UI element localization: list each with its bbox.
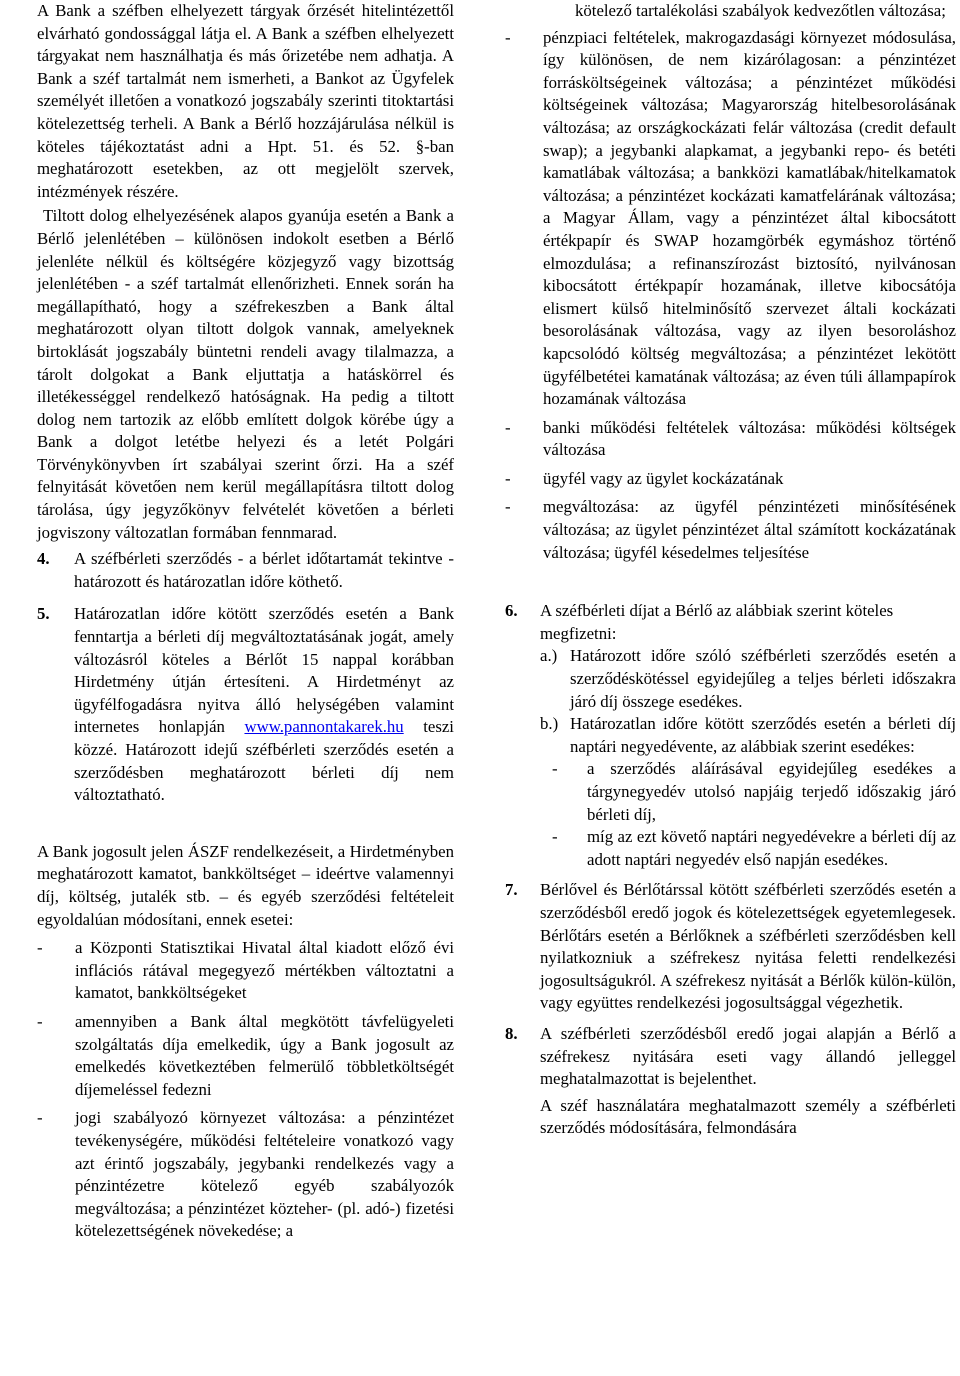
list-item xyxy=(37,1107,454,1243)
sub-sub-text: míg az ezt követő naptári negyedévekre a bérleti díj az adott naptári negyedév első napján esedékes. xyxy=(587,827,956,869)
list-item xyxy=(37,1011,454,1101)
item-body xyxy=(540,1023,956,1140)
dash-marker: - xyxy=(37,1011,43,1031)
bullet-text: ügyfél vagy az ügylet kockázatának xyxy=(543,468,784,488)
bullet-text: banki működési feltételek változása: működési költségek változása xyxy=(543,417,956,460)
dash-marker: - xyxy=(552,827,558,847)
list-item-5 xyxy=(37,603,454,806)
paragraph-safe-custody: A Bank a széfben elhelyezett tárgyak őrzését hitelintézettől elvárható gondossággal látja el. A Bank a széfben elhelyezett tárgyakat nem használhatja és más őrizetébe nem adhatja. A Bank a széf tartalmát nem ismerheti, a Bankot az Ügyfelek személyét illetően a vonatkozó jogszabály szerinti titoktartási kötelezettség terheli. A Bank a Bérlő hozzájárulása nélkül is köteles tájékoztatást adni a Hpt. 51. és 52. §-ban meghatározott esetekben, az ott megjelölt szervek, intézmények részére. xyxy=(37,1,454,201)
item-text-continued: A széf használatára meghatalmazott személy a széfbérleti szerződés módosítására, felmondására xyxy=(540,1095,956,1138)
sub-label: a.) xyxy=(540,646,558,666)
paragraph-prohibited-items: Tiltott dolog elhelyezésének alapos gyanúja esetén a Bank a Bérlő jelenlétében – különösen indokolt esetben a Bérlő jelenléte nélkül és költségére közjegyző vagy bizottság jelenlétében - a széf tartalmát ellenőrizheti. Ennek során ha megállapítható, hogy a széfrekeszben a Bank által meghatározott olyan tiltott dolgok vannak, amelyeknek birtoklását jogszabály büntetni rendeli avagy tilalmazza, a tárolt dolgokat a Bank eljuttatja a hatáskörrel és illetékességgel rendelkező hatóságnak. Ha pedig a tiltott dolog nem tartozik az előbb említett dolgok körébe úgy a Bank a dolgot letétbe helyezi és a letét Polgári Törvénykönyvben írt szabályai szerint őrzi. Ha a széf felnyitását követően nem kerül megállapításra tiltott dolog tárolása, úgy jegyzőkönyv felvételét követően a bérleti jogviszony változatlan formában fennmarad. xyxy=(37,206,454,542)
list-item-7 xyxy=(505,879,956,1015)
item-text: A széfbérleti szerződésből eredő jogai alapján a Bérlő a széfrekesz nyitására eseti vagy állandó jelleggel meghatalmazottat is bejelenthet. xyxy=(540,1023,956,1089)
list-item xyxy=(505,417,956,462)
item-text-part: Határozatlan időre kötött szerződés esetén a Bank fenntartja a bérleti díj megváltoztatásának jogát, amely változásról köteles a Bérlőt 15 nappal korábban Hirdetmény útján értesíteni. A Hirdetményt az ügyfélfogadásra nyitva álló helységében valamint internetes honlapján xyxy=(74,604,454,737)
sub-text: Határozott időre szóló széfbérleti szerződés esetén a szerződéskötéssel egyidejűleg a teljes bérleti időszakra járó díj összege esedékes. xyxy=(570,646,956,711)
sub-item-b xyxy=(540,713,956,871)
bullet-text: megváltozása: az ügyfél pénzintézeti minősítésének változása; az ügylet pénzintézet által számított kockázatának változása; ügyfél késedelmes teljesítése xyxy=(543,497,956,562)
item-number: 8. xyxy=(505,1023,518,1043)
dash-marker: - xyxy=(552,759,558,779)
dash-marker: - xyxy=(505,468,511,488)
bullet-text: a Központi Statisztikai Hivatal által kiadott előző évi inflációs rátával megegyező mértékben változtatni a kamatot, bankköltségeket xyxy=(75,938,454,1003)
list-item xyxy=(37,937,454,1005)
list-item xyxy=(505,468,956,491)
paragraph-modification: A Bank jogosult jelen ÁSZF rendelkezéseit, a Hirdetményben meghatározott kamatot, bankköltséget – ideértve valamennyi díj, költség, jutalék stb. – és egyéb szerződési feltételeit egyoldalúan módosítani, ennek esetei: xyxy=(37,841,454,929)
item-text-part: teszi közzé. Határozott idejű széfbérleti szerződés esetén a szerződésben meghatározott bérleti díj nem változtatható. xyxy=(74,717,454,805)
bullet-text: pénzpiaci feltételek, makrogazdasági környezet módosulása, így különösen, de nem kizárólagosan: a pénzintézet forrásköltségeinek változása; a pénzintézet működési költségeinek változása; Magyarország hitelbesorolásának változása; az országkockázati felár változása (credit default swap); a jegybanki alapkamat, a jegybanki repo- és betéti kamatlábak változása; a bankközi kamatlábak/hitelkamatok változása; a pénzintézet kockázati kamatfelárának változása; a Magyar Állam, vagy a pénzintézet által kibocsátott értékpapír és SWAP hozamgörbék egymáshoz történő elmozdulása; a refinanszírozást biztosító, nyilvánosan kibocsátott értékpapír hozamának, illetve kibocsátója elismert külső hitelminősítő szervezet általi kockázati besorolásának változása, vagy az ilyen besoroláshoz kapcsolódó költség megváltozása; a pénzintézet lekötött ügyfélbetétei kamatának változása; az éven túli állampapírok hozamának változása xyxy=(543,27,956,409)
dash-marker: - xyxy=(37,1108,43,1128)
item-number: 6. xyxy=(505,601,518,621)
item-text xyxy=(74,603,454,806)
list-item-6 xyxy=(505,600,956,871)
bullet-text: amennyiben a Bank által megkötött távfelügyeleti szolgáltatás díja emelkedik, úgy a Bank jogosult az emelkedés következtében felmerülő többletköltségét díjemeléssel fedezni xyxy=(75,1011,454,1099)
item-text: A széfbérleti díjat a Bérlő az alábbiak szerint köteles megfizetni: xyxy=(540,601,894,643)
sub-body xyxy=(552,713,956,871)
sub-sub-item xyxy=(552,826,956,871)
right-column xyxy=(505,0,956,1140)
item-number: 7. xyxy=(505,880,518,900)
sub-label: b.) xyxy=(540,714,559,734)
item-number: 5. xyxy=(37,604,50,624)
dash-marker: - xyxy=(505,27,511,47)
continued-text: kötelező tartalékolási szabályok kedvezőtlen változása; xyxy=(575,1,946,20)
sub-item-a xyxy=(540,645,956,713)
left-column xyxy=(37,0,454,1243)
list-item xyxy=(505,496,956,564)
item-text: Bérlővel és Bérlőtárssal kötött széfbérleti szerződés esetén a szerződésből eredő jogok és kötelezettségek egyetemlegesek. Bérlőtárs esetén a Bérlőknek a széfbérleti szerződésben kell nyilatkozniuk a széfrekesz nyitása feletti rendelkezési jogosultságukról. A széfrekesz nyitását a Bérlők külön-külön, vagy együttes rendelkezési jogosultsággal végezhetik. xyxy=(540,880,956,1013)
list-item xyxy=(505,27,956,411)
dash-marker: - xyxy=(505,417,511,437)
sub-sub-text: a szerződés aláírásával egyidejűleg esedékes a tárgynegyedév utolsó napjáig terjedő időszakig járó bérleti díj, xyxy=(587,759,956,824)
item-number: 4. xyxy=(37,549,50,569)
sub-text: Határozatlan időre kötött szerződés esetén a bérleti díj naptári negyedévente, az alábbiak szerint esedékes: xyxy=(570,714,956,756)
item-body xyxy=(540,600,956,871)
list-item-8 xyxy=(505,1023,956,1140)
website-link[interactable]: www.pannontakarek.hu xyxy=(244,717,404,737)
bullet-text: jogi szabályozó környezet változása: a pénzintézet tevékenységére, működési feltételeire vonatkozó vagy azt érintő jogszabály, jegybanki rendelkezés vagy a pénzintézetre kötelező egyéb szabályozók megváltozása; a pénzintézet közteher- (pl. adó-) fizetési kötelezettségének növekedése; a xyxy=(75,1108,454,1241)
item-text: A széfbérleti szerződés - a bérlet időtartamát tekintve - határozott és határozatlan időre köthető. xyxy=(74,549,454,591)
list-item-4 xyxy=(37,548,454,593)
sub-sub-item xyxy=(552,758,956,826)
dash-marker: - xyxy=(505,497,511,517)
dash-marker: - xyxy=(37,938,43,958)
